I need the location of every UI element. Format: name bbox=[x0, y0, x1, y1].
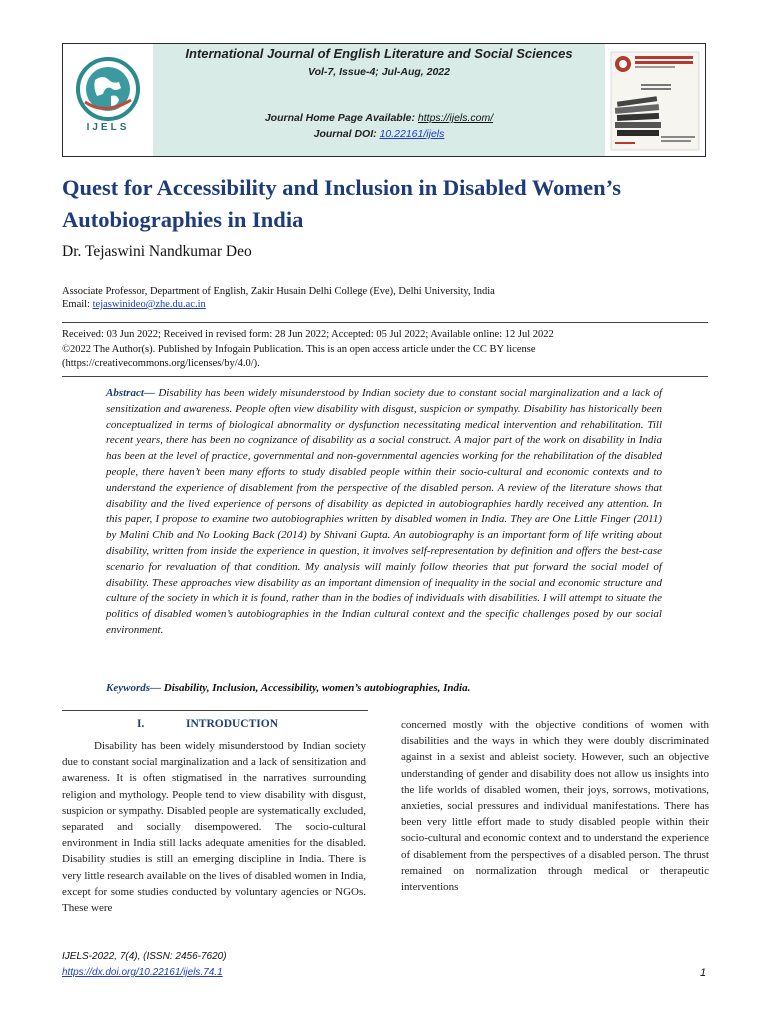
divider bbox=[62, 322, 708, 323]
journal-cover bbox=[605, 44, 705, 156]
divider bbox=[62, 376, 708, 377]
abstract bbox=[106, 386, 662, 639]
page-number: 1 bbox=[700, 967, 707, 979]
abstract-heading: Abstract bbox=[106, 387, 144, 399]
doi-link[interactable]: 10.22161/ijels bbox=[379, 128, 445, 140]
keywords-dash: — bbox=[150, 682, 164, 694]
body-column-left bbox=[62, 738, 366, 916]
doi-label: Journal DOI: bbox=[313, 128, 380, 140]
body-column-right: concerned mostly with the objective conditions of women with disabilities and the ways in which they were doubly discriminated against in a sexist and ableist society. However, such an objective understanding of gender and disability does not allow us insights into the life worlds of disabled women, their joys, sorrows, motivations, anxieties, social pressures and individual manifestations. There has been very little effort made to study disabled people within their socio-cultural and economic context and to understand the experience of disablement from the perspectives of a disabled person. The thrust remained on normalization through medical or therapeutic interventions bbox=[401, 719, 709, 894]
author-affiliation: Associate Professor, Department of English, Zakir Husain Delhi College (Eve), Delhi University, India bbox=[62, 286, 495, 297]
keywords-heading: Keywords bbox=[106, 682, 150, 694]
abstract-text: Disability has been widely misunderstood by Indian society due to constant social marginalization and a lack of sensitization and awareness. People often view disability with disgust, suspicion or sympathy. Disability has historically been conceptualized in terms of biological abnormality or dysfunction necessitating medical intervention and rehabilitation. Till recent years, there has been no cognizance of disability as a social construct. A major part of the work on disability in India has been at the level of practice, governmental and non-governmental agencies working for the rehabilitation of the disabled people, there haven’t been many efforts to study disabled people within their socio-cultural and economic contexts and to understand the experience of disablement from the perspective of the disabled person. A review of the literature shows that disability and the lived experience of persons of disability as depicted in autobiographies hardly received any attention. In this paper, I propose to examine two autobiographies written by disabled women in India. They are One Little Finger (2011) by Malini Chib and No Looking Back (2014) by Shivani Gupta. An autobiography is an important form of life writing about disability, written from inside the experience in question, it involves self-representation by definition and offers the best-case scenario for revaluation of that condition. My analysis will mainly follow theories that put forward the social model of disability. These approaches view disability as an important dimension of inequality in the social and economic structure and culture of the society in which it is found, rather than in the bodies of individuals with disabilities. I will attempt to situate the politics of disabled women’s autobiographies in the Indian cultural context and the specific challenges posed by our social environment. bbox=[106, 387, 662, 636]
section-divider bbox=[62, 710, 368, 711]
home-label: Journal Home Page Available: bbox=[264, 112, 418, 124]
paper-title: Quest for Accessibility and Inclusion in Disabled Women’s Autobiographies in India bbox=[62, 175, 622, 232]
journal-cover-books-icon bbox=[605, 44, 705, 156]
journal-logo bbox=[63, 44, 153, 156]
logo-text: IJELS bbox=[86, 122, 130, 133]
license-line-1: ©2022 The Author(s). Published by Infogain Publication. This is an open access article under the CC BY license bbox=[62, 344, 536, 355]
email-label: Email: bbox=[62, 299, 93, 310]
journal-title: International Journal of English Literature and Social Sciences bbox=[185, 46, 573, 61]
section-number: I. bbox=[137, 718, 145, 730]
license-line-2: (https://creativecommons.org/licenses/by/4.0/). bbox=[62, 358, 260, 369]
intro-text-left: Disability has been widely misunderstood by Indian society due to constant social marginalization and a lack of sensitization and awareness. It is often stigmatised in the narratives surrounding religion and mythology. People tend to view disability with disgust, suspicion or sympathy. Disabled people are systematically excluded, separated and socially disempowered. The socio-cultural environment in India still lacks adequate amenities for the disabled. Disability studies is still an emerging discipline in India. There is very little research available on the lives of disabled women in India, except for some studies conducted by voluntary agencies or NGOs. These were bbox=[62, 740, 366, 915]
journal-home bbox=[153, 112, 605, 124]
journal-doi bbox=[153, 128, 605, 140]
globe-logo-icon bbox=[75, 56, 141, 122]
footer-doi-link[interactable]: https://dx.doi.org/10.22161/ijels.74.1 bbox=[62, 967, 223, 978]
home-link[interactable]: https://ijels.com/ bbox=[417, 112, 494, 124]
keywords bbox=[106, 682, 470, 694]
author-name: Dr. Tejaswini Nandkumar Deo bbox=[62, 243, 252, 260]
section-title: INTRODUCTION bbox=[186, 718, 279, 730]
journal-header bbox=[62, 43, 706, 157]
journal-info bbox=[153, 44, 605, 156]
article-dates: Received: 03 Jun 2022; Received in revised form: 28 Jun 2022; Accepted: 05 Jul 2022; Available online: 12 Jul 2022 bbox=[62, 329, 554, 340]
keywords-list: Disability, Inclusion, Accessibility, women’s autobiographies, India. bbox=[163, 682, 471, 694]
email-link[interactable]: tejaswinideo@zhe.du.ac.in bbox=[92, 299, 206, 310]
footer-citation: IJELS-2022, 7(4), (ISSN: 2456-7620) bbox=[62, 951, 227, 962]
journal-volume: Vol-7, Issue-4; Jul-Aug, 2022 bbox=[308, 66, 450, 78]
author-email bbox=[62, 299, 206, 310]
abstract-dash: — bbox=[143, 387, 159, 399]
